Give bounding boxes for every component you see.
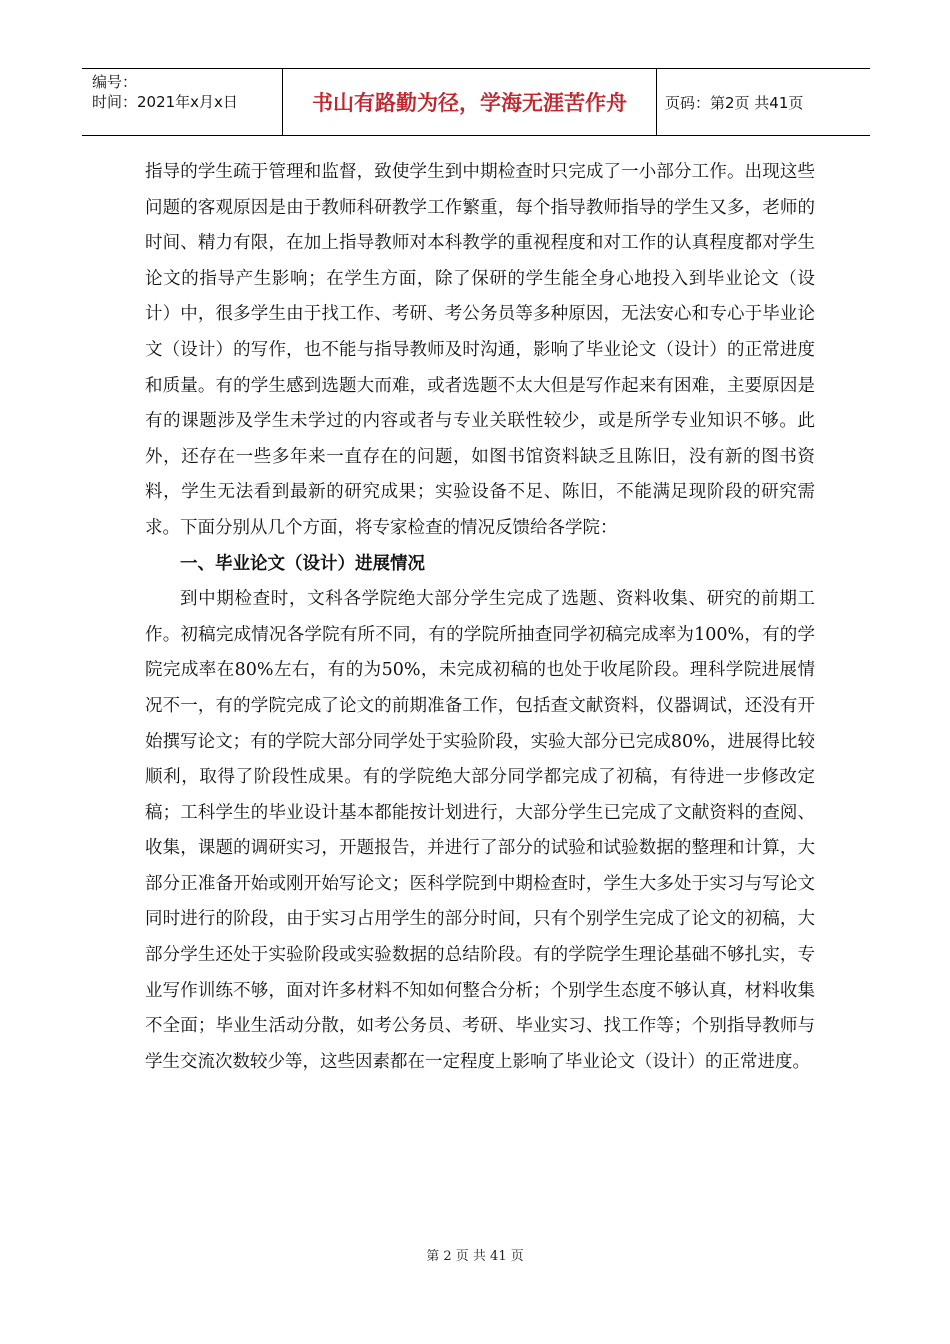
paragraph: 到中期检查时，文科各学院绝大部分学生完成了选题、资料收集、研究的前期工作。初稿完成情况各学院有所不同，有的学院所抽查同学初稿完成率为100%，有的学院完成率在80%左右，有的为50%，未完成初稿的也处于收尾阶段。理科学院进展情况不一，有的学院完成了论文的前期准备工作，包括查文献资料，仪器调试，还没有开始撰写论文；有的学院大部分同学处于实验阶段，实验大部分已完成80%，进展得比较顺利，取得了阶段性成果。有的学院绝大部分同学都完成了初稿，有待进一步修改定稿；工科学生的毕业设计基本都能按计划进行，大部分学生已完成了文献资料的查阅、收集，课题的调研实习，开题报告，并进行了部分的试验和试验数据的整理和计算，大部分正准备开始或刚开始写论文；医科学院到中期检查时，学生大多处于实习与写论文同时进行的阶段，由于实习占用学生的部分时间，只有个别学生完成了论文的初稿，大部分学生还处于实验阶段或实验数据的总结阶段。有的学院学生理论基础不够扎实，专业写作训练不够，面对许多材料不知如何整合分析；个别学生态度不够认真，材料收集不全面；毕业生活动分散，如考公务员、考研、毕业实习、找工作等；个别指导教师与学生交流次数较少等，这些因素都在一定程度上影响了毕业论文（设计）的正常进度。 <box>145 589 815 1072</box>
header-page-info: 页码：第2页 共41页 <box>665 93 804 112</box>
header-meta <box>82 69 283 135</box>
page-header <box>82 68 870 136</box>
section-heading: 一、毕业论文（设计）进展情况 <box>180 553 425 574</box>
time-label: 时间：2021年x月x日 <box>92 93 238 111</box>
number-label: 编号： <box>92 73 138 91</box>
header-motto: 书山有路勤为径，学海无涯苦作舟 <box>283 69 657 135</box>
page-footer: 第 2 页 共 41 页 <box>426 1249 524 1264</box>
document-body <box>145 155 815 1080</box>
paragraph: 指导的学生疏于管理和监督，致使学生到中期检查时只完成了一小部分工作。出现这些问题的客观原因是由于教师科研教学工作繁重，每个指导教师指导的学生又多，老师的时间、精力有限，在加上指导教师对本科教学的重视程度和对工作的认真程度都对学生论文的指导产生影响；在学生方面，除了保研的学生能全身心地投入到毕业论文（设计）中，很多学生由于找工作、考研、考公务员等多种原因，无法安心和专心于毕业论文（设计）的写作，也不能与指导教师及时沟通，影响了毕业论文（设计）的正常进度和质量。有的学生感到选题大而难，或者选题不太大但是写作起来有困难，主要原因是有的课题涉及学生未学过的内容或者与专业关联性较少，或是所学专业知识不够。此外，还存在一些多年来一直存在的问题，如图书馆资料缺乏且陈旧，没有新的图书资料，学生无法看到最新的研究成果；实验设备不足、陈旧，不能满足现阶段的研究需求。下面分别从几个方面，将专家检查的情况反馈给各学院： <box>145 162 815 538</box>
